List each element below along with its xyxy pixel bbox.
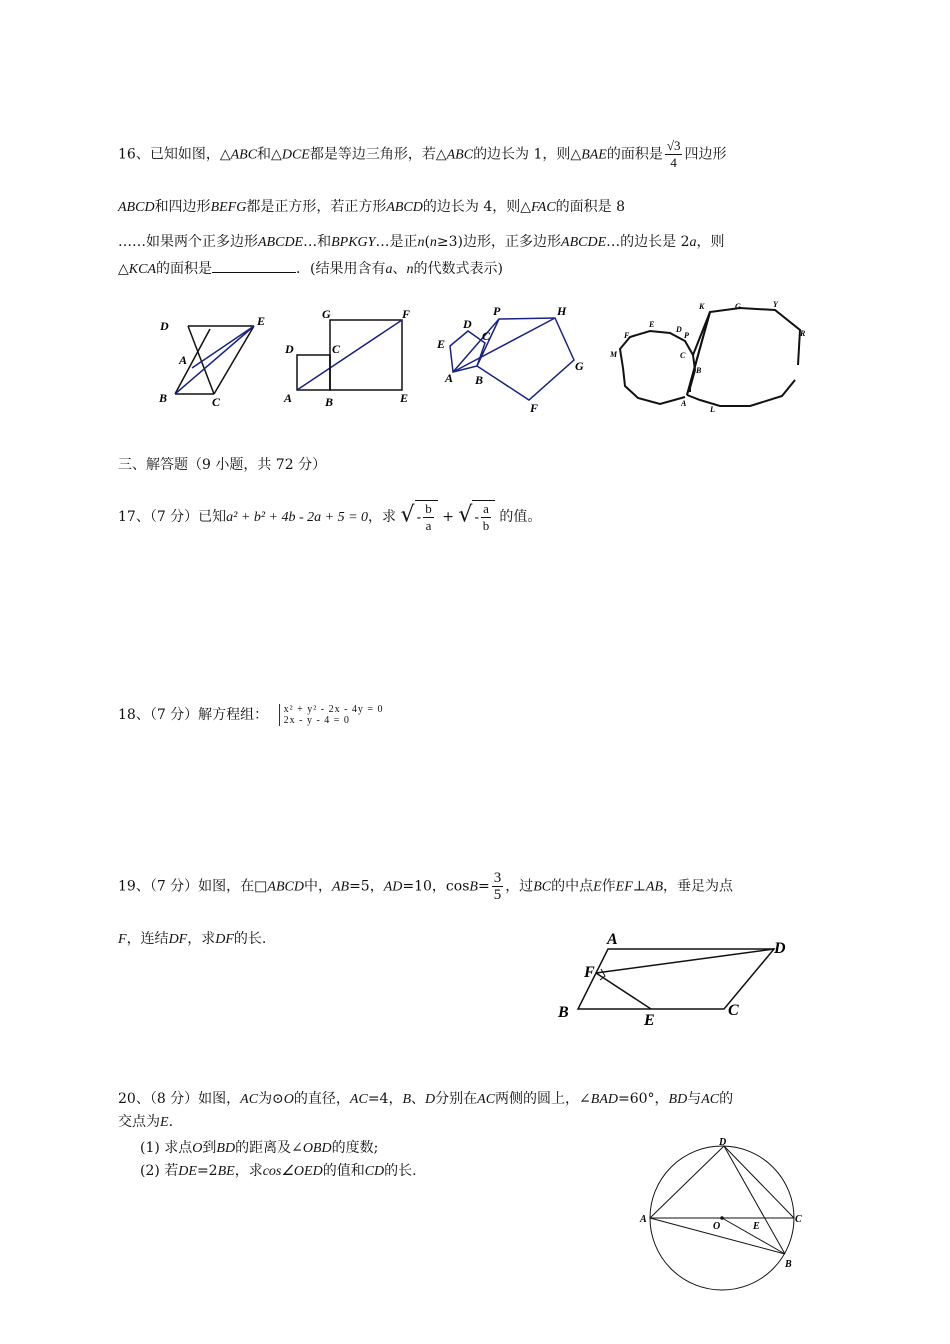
fig2-label: A bbox=[284, 391, 293, 405]
q18: 18、（7 分）解方程组： x² + y² - 2x - 4y = 0 2x - y - 4 = 0 bbox=[118, 704, 384, 726]
fig1-label: D bbox=[160, 319, 169, 333]
fig19-label: B bbox=[558, 1004, 569, 1021]
q16-line3: ……如果两个正多边形ABCDE…和BPKGY…是正n(n≥3)边形，正多边形ABCDE…的边长是 2a，则 bbox=[118, 234, 725, 250]
fig2-label: G bbox=[322, 307, 331, 321]
fig19-label: F bbox=[584, 964, 595, 981]
fig20-label: O bbox=[713, 1221, 721, 1232]
fig2-label: F bbox=[402, 307, 411, 321]
fig4-label: E bbox=[649, 320, 655, 329]
equation-system: x² + y² - 2x - 4y = 0 2x - y - 4 = 0 bbox=[279, 704, 384, 726]
fig3-label: B bbox=[475, 373, 484, 387]
sqrt-neg-a-over-b: √ - $\frac{a}{b}$ bbox=[458, 500, 495, 534]
fig4-label: R bbox=[800, 329, 806, 338]
fig4-label: B bbox=[696, 366, 702, 375]
sqrt3-over-4: $\frac{√3}{4}$ bbox=[666, 138, 681, 170]
fig20-label: D bbox=[719, 1137, 727, 1148]
fig1-label: A bbox=[179, 353, 188, 367]
section-3-heading: 三、解答题（9 小题，共 72 分） bbox=[118, 457, 327, 473]
fig1-label: B bbox=[159, 391, 168, 405]
fig4-label: P bbox=[684, 331, 689, 340]
q20-figure bbox=[635, 1130, 815, 1295]
q16-line2: ABCD和四边形BEFG都是正方形，若正方形ABCD的边长为 4，则△FAC的面积是 8 bbox=[118, 199, 626, 215]
q20-sub2: (2) 若DE=2BE，求cos∠OED的值和CD的长. bbox=[140, 1163, 417, 1179]
fig3-label: E bbox=[437, 337, 446, 351]
q20-line2: 交点为E. bbox=[118, 1114, 174, 1130]
q19-line2: F，连结DF，求DF的长. bbox=[118, 931, 267, 947]
fig19-label: E bbox=[644, 1012, 655, 1029]
fig20-label: B bbox=[785, 1259, 792, 1270]
q19-line1: 19、（7 分）如图，在□ABCD中，AB=5，AD=10，cosB= $\frac{3}{5}$ ，过BC的中点E作EF⊥AB，垂足为点 bbox=[118, 870, 734, 903]
fig4-label: F bbox=[624, 331, 630, 340]
fig1-label: E bbox=[257, 314, 266, 328]
q19-figure bbox=[550, 925, 800, 1035]
q20-sub1: (1) 求点O到BD的距离及∠OBD的度数; bbox=[140, 1140, 379, 1156]
fig3-label: C bbox=[482, 329, 491, 343]
fig19-label: C bbox=[728, 1002, 739, 1019]
q16-line4: △KCA的面积是 ．(结果用含有a、n的代数式表示) bbox=[118, 258, 503, 278]
fig3-label: D bbox=[463, 317, 472, 331]
three-fifths: $\frac{3}{5}$ bbox=[493, 870, 502, 903]
fig4-label: K bbox=[699, 302, 705, 311]
answer-blank[interactable] bbox=[212, 258, 296, 273]
fig3-label: F bbox=[530, 401, 539, 415]
fig4-label: L bbox=[710, 405, 715, 414]
q20-line1: 20、（8 分）如图，AC为⊙O的直径，AC=4，B、D分别在AC两侧的圆上，∠BAD=60°，BD与AC的 bbox=[118, 1091, 734, 1107]
fig20-label: E bbox=[753, 1221, 760, 1232]
fig4-label: D bbox=[676, 325, 682, 334]
fig2-label: E bbox=[400, 391, 409, 405]
sqrt-neg-b-over-a: √ - $\frac{b}{a}$ bbox=[400, 500, 437, 534]
fig20-label: A bbox=[640, 1214, 647, 1225]
q16-figures bbox=[150, 300, 830, 420]
fig3-label: A bbox=[445, 371, 454, 385]
figure-2 bbox=[297, 320, 402, 390]
fig4-label: A bbox=[681, 399, 687, 408]
q17: 17、（7 分）已知a² + b² + 4b - 2a + 5 = 0，求 √ - $\frac{b}{a}$ + √ - $\frac{a}{b}$ 的值。 bbox=[118, 501, 542, 533]
fig4-label: G bbox=[735, 302, 741, 311]
fig20-label: C bbox=[795, 1214, 802, 1225]
fig19-label: D bbox=[774, 940, 786, 957]
fig4-label: M bbox=[610, 350, 618, 359]
q16-line1: 16、已知如图，△ABC和△DCE都是等边三角形，若△ABC的边长为 1，则△BAE的面积是 $\frac{√3}{4}$ 四边形 bbox=[118, 138, 727, 170]
fig19-label: A bbox=[607, 931, 618, 948]
fig3-label: P bbox=[493, 304, 501, 318]
fig4-label: Y bbox=[773, 300, 778, 309]
fig3-label: G bbox=[575, 359, 584, 373]
fig3-label: H bbox=[557, 304, 567, 318]
fig1-label: C bbox=[212, 395, 221, 409]
fig2-label: B bbox=[325, 395, 334, 409]
fig2-label: C bbox=[332, 342, 341, 356]
figure-4 bbox=[620, 308, 800, 406]
fig4-label: C bbox=[680, 351, 686, 360]
fig2-label: D bbox=[285, 342, 294, 356]
